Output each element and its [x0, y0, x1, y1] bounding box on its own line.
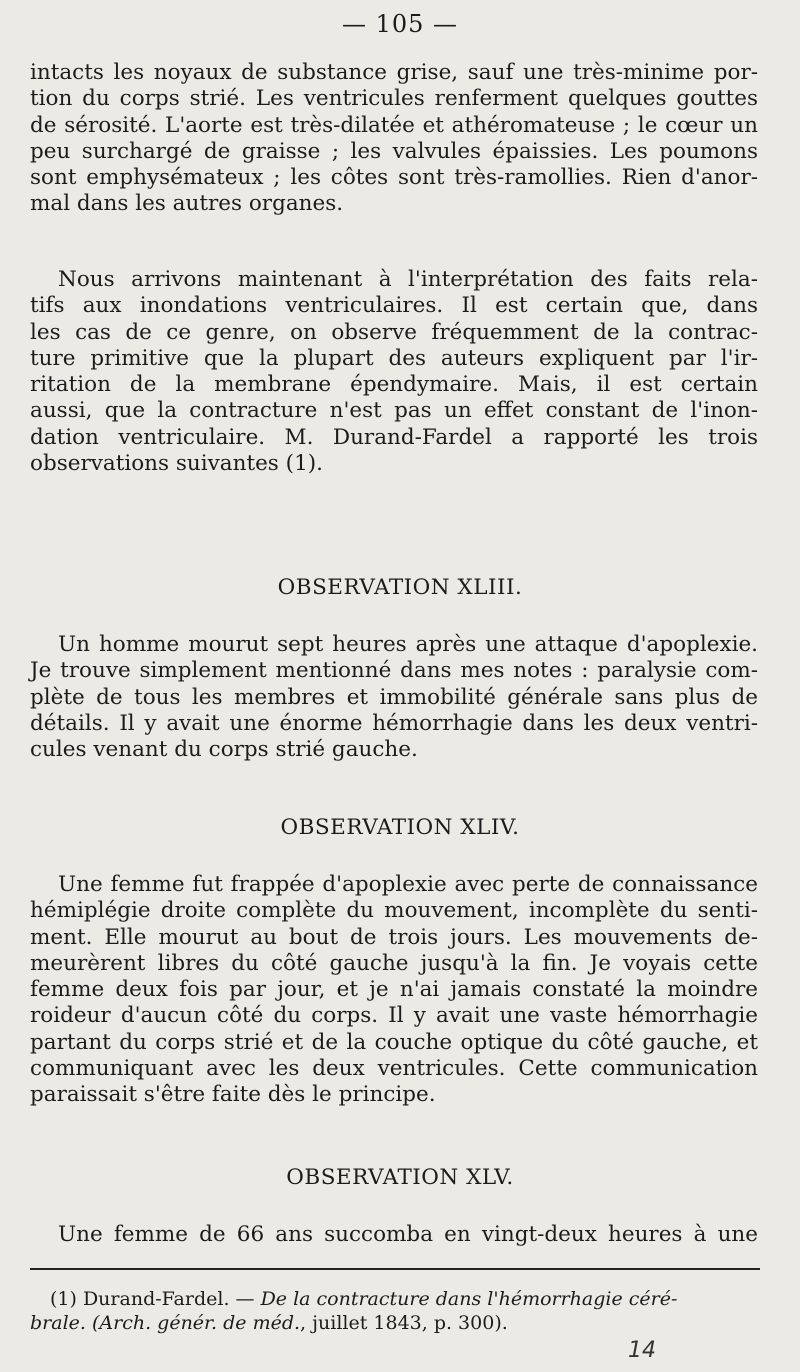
footnote-marker: (1) Durand-Fardel. —	[50, 1288, 261, 1310]
observation-heading-xliii: OBSERVATION XLIII.	[277, 575, 523, 600]
paragraph-observation-xliv	[30, 872, 758, 1109]
text-line: mal dans les autres organes.	[30, 191, 344, 217]
footnote-title: De la contracture dans l'hémorrhagie céré-	[260, 1288, 678, 1310]
observation-heading-xlv: OBSERVATION XLV.	[286, 1165, 514, 1190]
text-line: plète de tous les membres et immobilité générale sans plus de	[30, 684, 758, 710]
text-line: ture primitive que la plupart des auteurs expliquent par l'ir-	[30, 345, 758, 371]
text-line: ritation de la membrane épendymaire. Mais, il est certain	[30, 372, 758, 398]
footnote-divider	[30, 1268, 760, 1270]
text-line: Je trouve simplement mentionné dans mes notes : paralysie com-	[30, 658, 758, 684]
observation-heading-xliv: OBSERVATION XLIV.	[280, 815, 520, 840]
text-line: intacts les noyaux de substance grise, sauf une très-minime por-	[30, 60, 758, 85]
text-line: femme deux fois par jour, et je n'ai jamais constaté la moindre	[30, 977, 758, 1003]
paragraph-continuation	[30, 60, 758, 218]
text-line: dation ventriculaire. M. Durand-Fardel a rapporté les trois	[30, 424, 758, 450]
footnote	[30, 1287, 760, 1335]
text-line: tion du corps strié. Les ventricules renferment quelques gouttes	[30, 86, 758, 112]
page-number: — 105 —	[341, 10, 459, 38]
text-line: aussi, que la contracture n'est pas un effet constant de l'inon-	[30, 398, 758, 424]
text-line: Une femme fut frappée d'apoplexie avec perte de connaissance	[58, 872, 758, 897]
text-line: meurèrent libres du côté gauche jusqu'à la fin. Je voyais cette	[30, 950, 758, 976]
text-line: paraissait s'être faite dès le principe.	[30, 1082, 436, 1108]
text-line: ment. Elle mourut au bout de trois jours. Les mouvements de-	[30, 924, 758, 950]
text-line: tifs aux inondations ventriculaires. Il est certain que, dans	[30, 293, 758, 319]
text-line: détails. Il y avait une énorme hémorrhagie dans les deux ventri-	[30, 710, 758, 736]
text-line: sont emphysémateux ; les côtes sont très-ramollies. Rien d'anor-	[30, 165, 758, 191]
text-line: hémiplégie droite complète du mouvement, incomplète du senti-	[30, 898, 758, 924]
text-line: cules venant du corps strié gauche.	[30, 737, 418, 763]
text-line: Un homme mourut sept heures après une attaque d'apoplexie.	[58, 632, 758, 657]
footnote-title-cont: brale.	[30, 1312, 86, 1334]
footnote-rest: , juillet 1843, p. 300).	[300, 1312, 508, 1334]
paragraph-observation-xlv	[30, 1222, 758, 1248]
text-line: peu surchargé de graisse ; les valvules épaissies. Les poumons	[30, 138, 758, 164]
handwritten-mark: 14	[628, 1338, 656, 1363]
text-line: Une femme de 66 ans succomba en vingt-deux heures à une	[58, 1222, 758, 1247]
paragraph-interpretation	[30, 267, 758, 477]
text-line: les cas de ce genre, on observe fréquemment de la contrac-	[30, 319, 758, 345]
text-line: de sérosité. L'aorte est très-dilatée et athéromateuse ; le cœur un	[30, 112, 758, 138]
text-line: roideur d'aucun côté du corps. Il y avait une vaste hémorrhagie	[30, 1003, 758, 1029]
text-line: partant du corps strié et de la couche optique du côté gauche, et	[30, 1029, 758, 1055]
text-line: Nous arrivons maintenant à l'interprétation des faits rela-	[58, 267, 758, 292]
text-line: communiquant avec les deux ventricules. Cette communication	[30, 1056, 758, 1082]
text-line: observations suivantes (1).	[30, 451, 323, 477]
paragraph-observation-xliii	[30, 632, 758, 763]
footnote-journal: (Arch. génér. de méd.	[91, 1312, 301, 1334]
